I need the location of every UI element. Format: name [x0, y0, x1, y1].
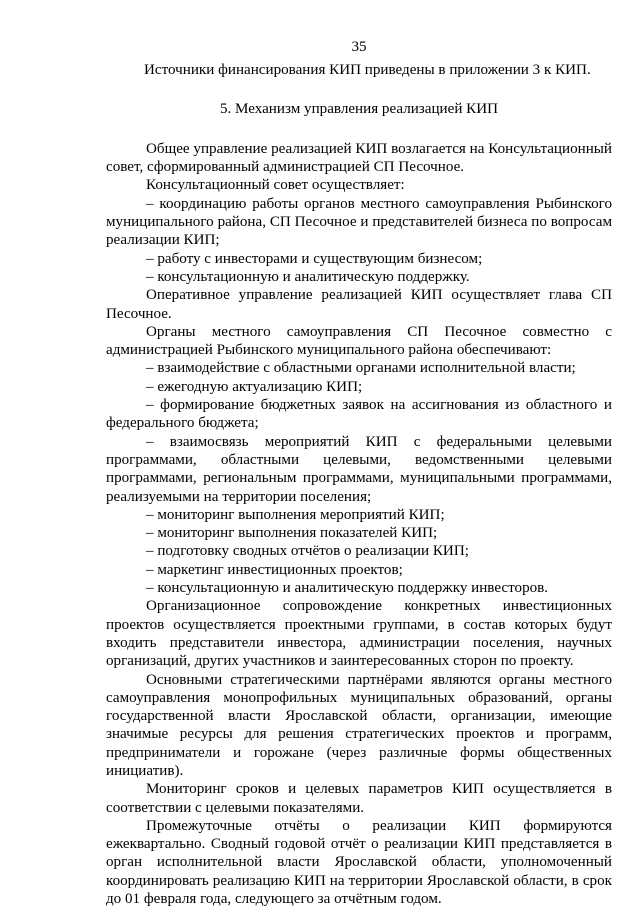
list-item: – консультационную и аналитическую поддержку.: [146, 268, 470, 285]
paragraph: Основными стратегическими партнёрами являются органы местного самоуправления монопрофильных муниципальных образований, органы государственной власти Ярославской области, организации, имеющие значимые ресурсы для решения стратегических проектов и программ, предприниматели и горожане (через различные формы общественных инициатив).: [106, 671, 612, 779]
paragraph: Оперативное управление реализацией КИП осуществляет глава СП Песочное.: [106, 287, 612, 322]
list-item: – взаимосвязь мероприятий КИП с федеральными целевыми программами, областными целевыми, ведомственными целевыми программами, региональным программами, муниципальными программами, реализуемыми на территории поселения;: [106, 433, 612, 505]
paragraph: Общее управление реализацией КИП возлагается на Консультационный совет, сформированный администрацией СП Песочное.: [106, 140, 612, 176]
paragraph: Организационное сопровождение конкретных инвестиционных проектов осуществляется проектными группами, в состав которых будут входить представители инвестора, администрации поселения, научных организаций, других участников и заинтересованных сторон по проекту.: [106, 598, 612, 670]
list-item: – консультационную и аналитическую поддержку инвесторов.: [146, 580, 549, 597]
paragraph: Органы местного самоуправления СП Песочное совместно с администрацией Рыбинского муниципального района обеспечивают:: [106, 323, 612, 359]
section-body: [106, 140, 612, 908]
list-item: – формирование бюджетных заявок на ассигнования из областного и федерального бюджета;: [106, 397, 612, 432]
paragraph: Консультационный совет осуществляет:: [146, 177, 405, 194]
list-item: – мониторинг выполнения мероприятий КИП;: [146, 506, 445, 523]
financing-sources-sentence: Источники финансирования КИП приведены в приложении 3 к КИП.: [144, 62, 591, 79]
list-item: – мониторинг выполнения показателей КИП;: [146, 525, 438, 542]
list-item: – подготовку сводных отчётов о реализации КИП;: [146, 543, 469, 560]
list-item: – работу с инвесторами и существующим бизнесом;: [146, 250, 483, 267]
paragraph: Мониторинг сроков и целевых параметров КИП осуществляется в соответствии с целевыми показателями.: [106, 781, 612, 816]
list-item: – маркетинг инвестиционных проектов;: [146, 561, 403, 578]
list-item: – ежегодную актуализацию КИП;: [146, 378, 363, 395]
list-item: – взаимодействие с областными органами исполнительной власти;: [146, 360, 576, 377]
section-heading: 5. Механизм управления реализацией КИП: [219, 100, 499, 117]
paragraph: Промежуточные отчёты о реализации КИП формируются ежеквартально. Сводный годовой отчёт о реализации КИП представляется в орган исполнительной власти Ярославской области, уполномоченный координировать реализацию КИП на территории Ярославской области, в срок до 01 февраля года, следующего за отчётным годом.: [106, 817, 612, 908]
document-page: [106, 38, 612, 908]
page-number: 35: [351, 39, 367, 55]
list-item: – координацию работы органов местного самоуправления Рыбинского муниципального района, СП Песочное и представителей бизнеса по вопросам реализации КИП;: [106, 195, 612, 249]
